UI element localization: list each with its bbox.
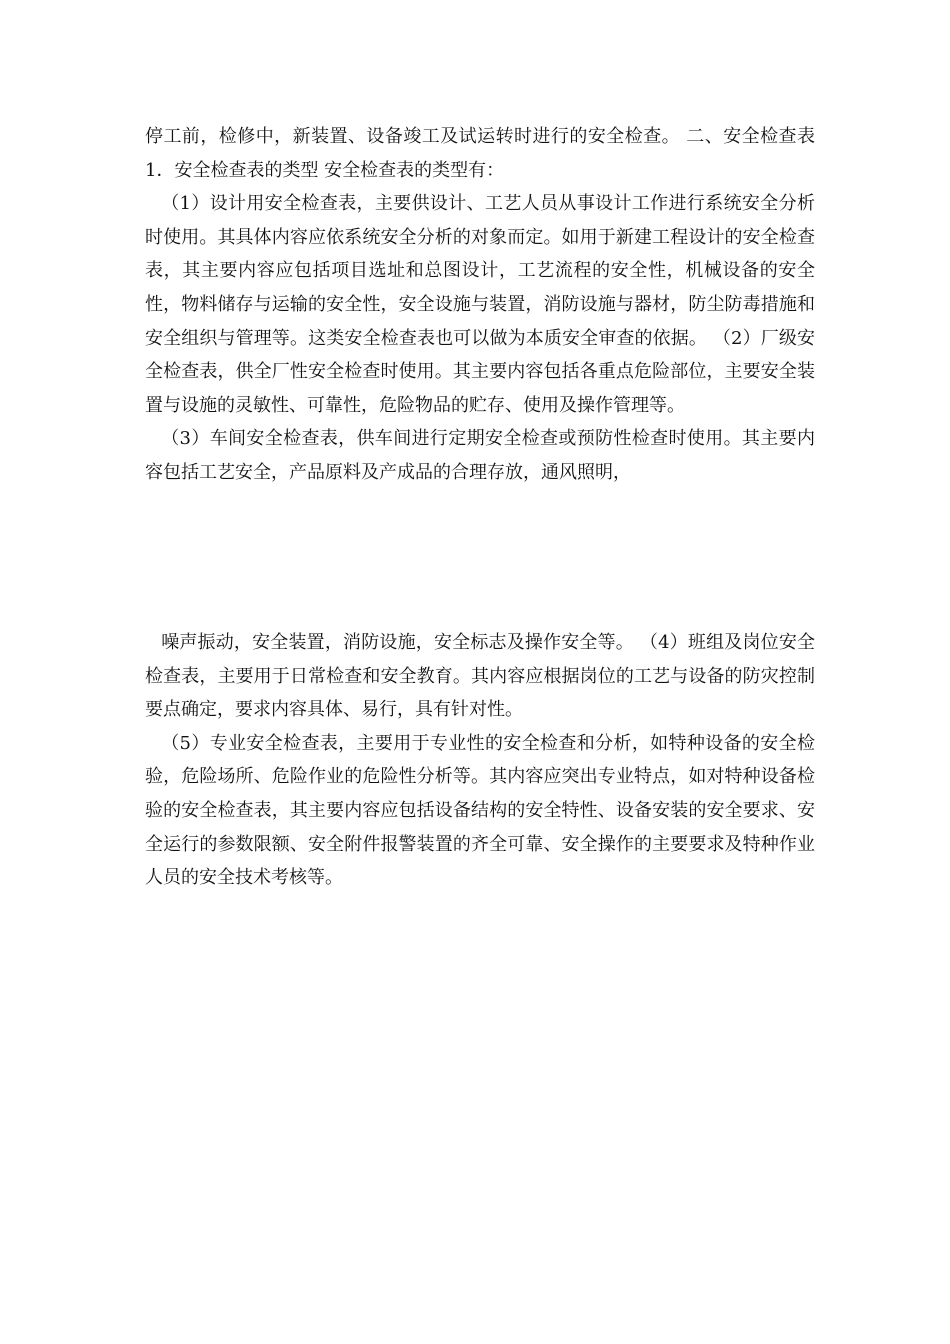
paragraph-continuation: 停工前，检修中，新装置、设备竣工及试运转时进行的安全检查。 二、安全检查表 1．安全检查表的类型 安全检查表的类型有： bbox=[145, 126, 815, 181]
paragraph-team-checklist: 噪声振动，安全装置，消防设施，安全标志及操作安全等。 （4）班组及岗位安全检查表，主要用于日常检查和安全教育。其内容应根据岗位的工艺与设备的防灾控制要点确定，要求内容具体、易行，具有针对性。 bbox=[145, 632, 815, 721]
paragraph-professional-checklist: （5）专业安全检查表，主要用于专业性的安全检查和分析，如特种设备的安全检验，危险场所、危险作业的危险性分析等。其内容应突出专业特点，如对特种设备检验的安全检查表，其主要内容应包括设备结构的安全特性、设备安装的安全要求、安全运行的参数限额、安全附件报警装置的齐全可靠、安全操作的主要要求及特种作业人员的安全技术考核等。 bbox=[145, 732, 815, 889]
text-block-1 bbox=[145, 120, 815, 490]
paragraph-workshop-checklist: （3）车间安全检查表，供车间进行定期安全检查或预防性检查时使用。其主要内容包括工艺安全，产品原料及产成品的合理存放，通风照明， bbox=[145, 428, 815, 483]
paragraph-design-checklist: （1）设计用安全检查表，主要供设计、工艺人员从事设计工作进行系统安全分析时使用。其具体内容应依系统安全分析的对象而定。如用于新建工程设计的安全检查表，其主要内容应包括项目选址和总图设计，工艺流程的安全性，机械设备的安全性，物料储存与运输的安全性，安全设施与装置，消防设施与器材，防尘防毒措施和安全组织与管理等。这类安全检查表也可以做为本质安全审查的依据。 （2）厂级安全检查表，供全厂性安全检查时使用。其主要内容包括各重点危险部位，主要安全装置与设施的灵敏性、可靠性，危险物品的贮存、使用及操作管理等。 bbox=[145, 193, 815, 416]
text-block-2 bbox=[145, 626, 815, 895]
